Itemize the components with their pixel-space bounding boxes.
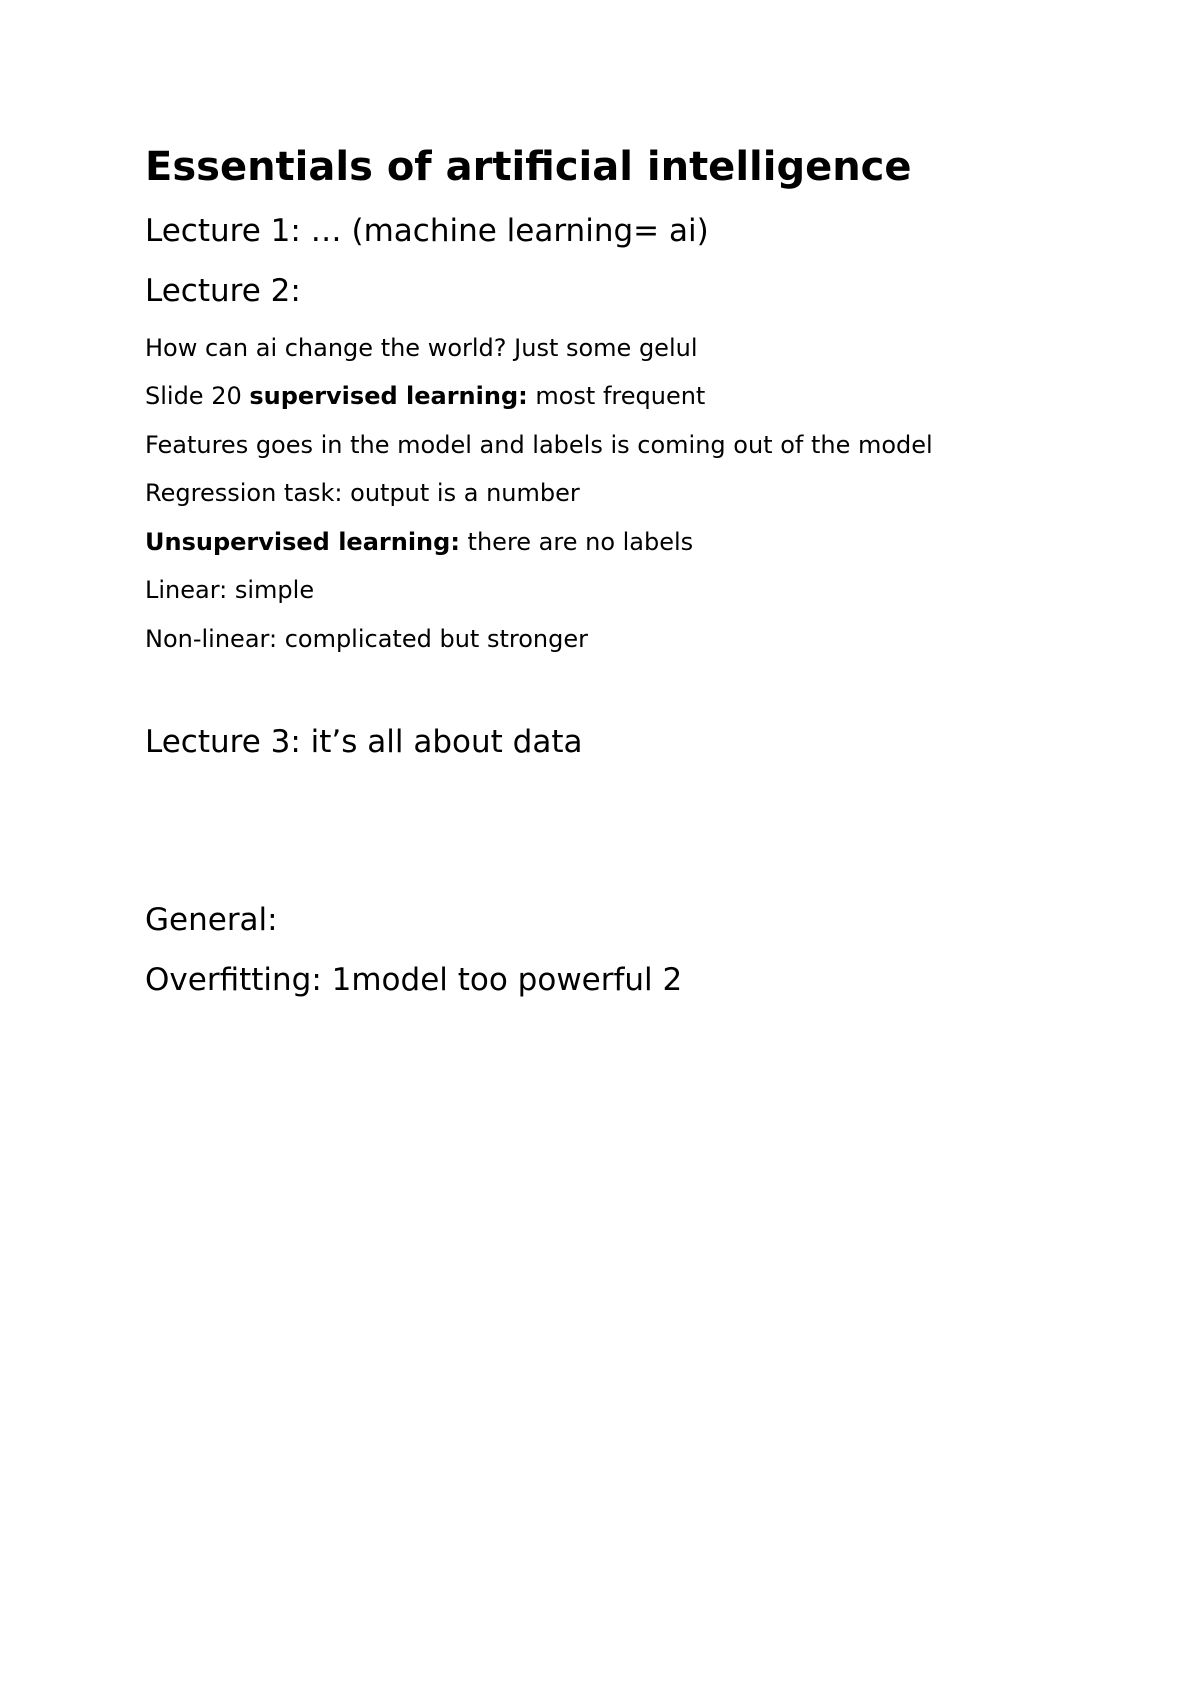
supervised-learning-term: supervised learning:	[249, 382, 528, 410]
unsupervised-learning-term: Unsupervised learning:	[145, 528, 460, 556]
note-non-linear: Non-linear: complicated but stronger	[145, 625, 588, 653]
note-how-can-ai: How can ai change the world? Just some gelul	[145, 334, 698, 362]
lecture-3-heading: Lecture 3: it’s all about data	[145, 724, 583, 760]
note-linear: Linear: simple	[145, 576, 315, 604]
document-title: Essentials of artificial intelligence	[145, 144, 912, 190]
note-regression-task: Regression task: output is a number	[145, 479, 580, 507]
lecture-1-heading: Lecture 1: … (machine learning= ai)	[145, 213, 709, 249]
slide-20-prefix: Slide 20	[145, 382, 250, 410]
general-heading: General:	[145, 902, 278, 938]
unsupervised-learning-description: there are no labels	[459, 528, 694, 556]
supervised-learning-description: most frequent	[527, 382, 706, 410]
note-unsupervised-learning	[145, 530, 693, 554]
note-supervised-learning	[145, 384, 705, 408]
note-features-labels: Features goes in the model and labels is coming out of the model	[145, 431, 933, 459]
lecture-2-heading: Lecture 2:	[145, 273, 301, 309]
overfitting-note: Overfitting: 1model too powerful 2	[145, 962, 683, 998]
